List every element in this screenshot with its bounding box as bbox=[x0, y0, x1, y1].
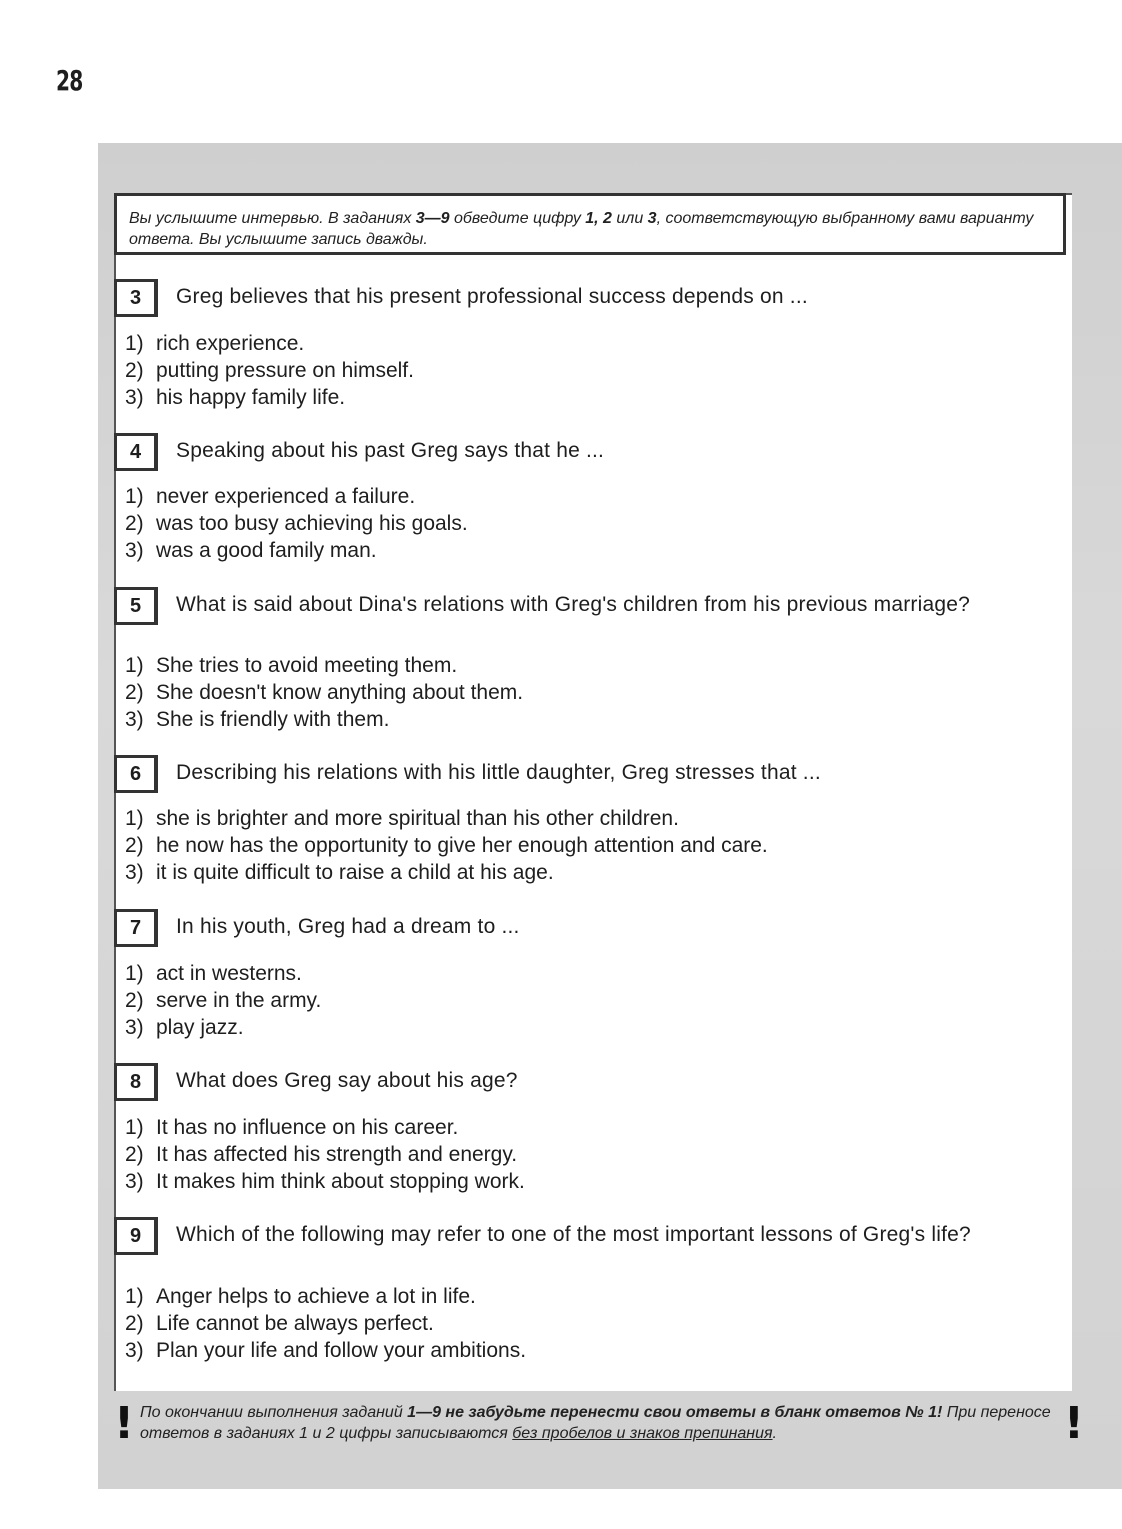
task-options bbox=[125, 1283, 526, 1364]
task-options bbox=[125, 483, 468, 564]
answer-option: 2) putting pressure on himself. bbox=[125, 359, 414, 382]
task-question: What does Greg say about his age? bbox=[176, 1069, 518, 1092]
task-question: What is said about Dina's relations with Greg's children from his previous marriage? bbox=[176, 593, 970, 616]
answer-option: 2) She doesn't know anything about them. bbox=[125, 681, 524, 704]
answer-option: 3) She is friendly with them. bbox=[125, 708, 390, 731]
task-number-box: 4 bbox=[114, 433, 158, 471]
answer-option: 2) It has affected his strength and energy. bbox=[125, 1143, 518, 1166]
task-options bbox=[125, 652, 523, 733]
answer-option: 1) It has no influence on his career. bbox=[125, 1116, 459, 1139]
task-options bbox=[125, 330, 414, 411]
task-question: Which of the following may refer to one of the most important lessons of Greg's life? bbox=[176, 1223, 971, 1246]
page-number: 28 bbox=[56, 64, 83, 97]
answer-option: 2) serve in the army. bbox=[125, 989, 322, 1012]
task-options bbox=[125, 960, 321, 1041]
task-number-box: 9 bbox=[114, 1217, 158, 1255]
task-options bbox=[125, 805, 768, 886]
task-question: Describing his relations with his little daughter, Greg stresses that ... bbox=[176, 761, 821, 784]
answer-option: 2) was too busy achieving his goals. bbox=[125, 512, 468, 535]
task-number-box: 3 bbox=[114, 279, 158, 317]
task-number-box: 7 bbox=[114, 909, 158, 947]
answer-option: 1) rich experience. bbox=[125, 332, 305, 355]
exclamation-icon: ! bbox=[1063, 1398, 1084, 1449]
task-question: In his youth, Greg had a dream to ... bbox=[176, 915, 520, 938]
answer-option: 3) was a good family man. bbox=[125, 539, 377, 562]
instruction-box bbox=[114, 193, 1066, 255]
task-options bbox=[125, 1114, 525, 1195]
answer-option: 2) Life cannot be always perfect. bbox=[125, 1312, 434, 1335]
answer-option: 2) he now has the opportunity to give her enough attention and care. bbox=[125, 834, 768, 857]
exclamation-icon: ! bbox=[114, 1398, 135, 1449]
answer-option: 1) act in westerns. bbox=[125, 962, 302, 985]
footer-note bbox=[114, 1398, 1084, 1468]
answer-option: 1) Anger helps to achieve a lot in life. bbox=[125, 1285, 476, 1308]
answer-option: 3) it is quite difficult to raise a child at his age. bbox=[125, 861, 554, 884]
answer-option: 1) She tries to avoid meeting them. bbox=[125, 654, 458, 677]
instruction-text: Вы услышите интервью. В заданиях 3—9 обведите цифру 1, 2 или 3, соответствующую выбранному вами варианту ответа. Вы услышите запись дважды. bbox=[129, 210, 1034, 248]
footer-text: По окончании выполнения заданий 1—9 не забудьте перенести свои ответы в бланк ответов № 1! При переносе ответов в заданиях 1 и 2 цифры записываются без пробелов и знаков препинания. bbox=[140, 1404, 1051, 1442]
task-question: Speaking about his past Greg says that he ... bbox=[176, 439, 605, 462]
answer-option: 3) Plan your life and follow your ambitions. bbox=[125, 1339, 527, 1362]
answer-option: 3) It makes him think about stopping work. bbox=[125, 1170, 525, 1193]
task-number-box: 8 bbox=[114, 1063, 158, 1101]
answer-option: 1) never experienced a failure. bbox=[125, 485, 416, 508]
task-question: Greg believes that his present professional success depends on ... bbox=[176, 285, 808, 308]
answer-option: 1) she is brighter and more spiritual than his other children. bbox=[125, 807, 679, 830]
task-number-box: 5 bbox=[114, 587, 158, 625]
answer-option: 3) his happy family life. bbox=[125, 386, 346, 409]
task-number-box: 6 bbox=[114, 755, 158, 793]
answer-option: 3) play jazz. bbox=[125, 1016, 244, 1039]
